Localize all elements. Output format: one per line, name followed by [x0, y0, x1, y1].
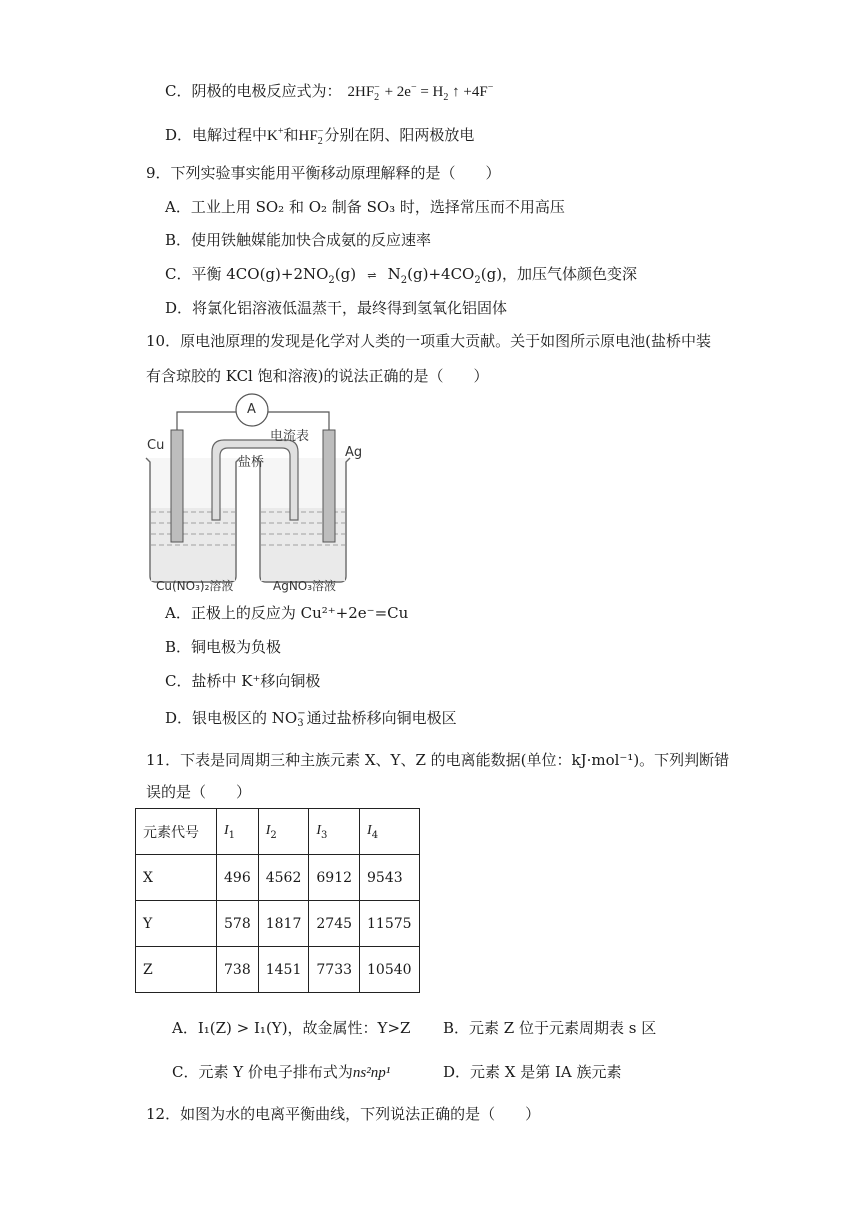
left-solution-label: Cu(NO₃)₂溶液 [156, 579, 234, 593]
q8-option-d: D．电解过程中K+和HF − 2 分别在阴、阳两极放电 [165, 125, 475, 147]
q12-stem: 12．如图为水的电离平衡曲线，下列说法正确的是（ ） [146, 1105, 541, 1123]
equilibrium-arrow-icon: ⇌ [367, 269, 377, 282]
table-cell: Y [136, 901, 217, 947]
q11-option-d: D．元素 X 是第 IA 族元素 [443, 1063, 622, 1081]
q10-stem-line1: 10．原电池原理的发现是化学对人类的一项重大贡献。关于如图所示原电池(盐桥中装 [146, 332, 711, 350]
q10-option-a: A．正极上的反应为 Cu²⁺+2e⁻=Cu [165, 604, 409, 622]
salt-bridge-label: 盐桥 [238, 455, 265, 470]
table-header-row [136, 809, 420, 855]
table-header-cell: $I_2$ [258, 809, 309, 855]
table-cell: 11575 [360, 901, 420, 947]
q9-option-c: C．平衡 $4CO(g)+2NO_2(g)$ ⇌ $N_2(g)+4CO_2(g)$，加压气体颜色变深 [165, 265, 638, 286]
silver-electrode [323, 430, 335, 542]
table-row [136, 855, 420, 901]
table-row [136, 947, 420, 993]
table-header-cell: $I_3$ [309, 809, 360, 855]
table-cell: 2745 [309, 901, 360, 947]
table-cell: 578 [217, 901, 259, 947]
table-cell: 1817 [258, 901, 309, 947]
q11-option-a: A．I₁(Z) > I₁(Y)，故金属性：Y>Z [172, 1019, 411, 1037]
copper-electrode [171, 430, 183, 542]
table-cell: 738 [217, 947, 259, 993]
q11-option-c: C．元素 Y 价电子排布式为ns²np¹ [172, 1063, 391, 1081]
table-cell: 7733 [309, 947, 360, 993]
table-cell: 4562 [258, 855, 309, 901]
galvanic-cell-figure [140, 390, 380, 595]
q9-option-b: B．使用铁触媒能加快合成氨的反应速率 [165, 231, 432, 249]
table-cell: 10540 [360, 947, 420, 993]
q9-stem: 9．下列实验事实能用平衡移动原理解释的是（ ） [146, 164, 501, 182]
table-cell: Z [136, 947, 217, 993]
ammeter-label: 电流表 [270, 429, 310, 444]
q11-stem-line2: 误的是（ ） [146, 783, 252, 801]
table-cell: 6912 [309, 855, 360, 901]
q11-stem-line1: 11．下表是同周期三种主族元素 X、Y、Z 的电离能数据(单位：kJ·mol⁻¹)。下列判断错 [146, 751, 730, 769]
table-cell: 9543 [360, 855, 420, 901]
q10-stem-line2: 有含琼胶的 KCl 饱和溶液)的说法正确的是（ ） [146, 367, 489, 385]
q9-option-d: D．将氯化铝溶液低温蒸干，最终得到氢氧化铝固体 [165, 299, 508, 317]
ammeter-symbol: A [247, 402, 256, 417]
table-row [136, 901, 420, 947]
galvanic-cell-drawing [140, 390, 380, 595]
left-electrode-label: Cu [147, 438, 165, 453]
table-cell: 496 [217, 855, 259, 901]
q8-option-c: C．阴极的电极反应式为： 2HF − 2 + $2e^- = H_2$ ↑ +4F− [165, 81, 494, 103]
q11-option-b: B．元素 Z 位于元素周期表 s 区 [443, 1019, 657, 1037]
ionization-energy-table [135, 808, 420, 993]
table-cell: 1451 [258, 947, 309, 993]
q10-option-d: D．银电极区的 NO − 3 通过盐桥移向铜电极区 [165, 708, 457, 729]
table-header-cell: $I_1$ [217, 809, 259, 855]
table-header-cell: 元素代号 [136, 809, 217, 855]
right-solution-label: AgNO₃溶液 [273, 579, 337, 593]
right-electrode-label: Ag [345, 445, 363, 460]
q9-option-a: A．工业上用 SO₂ 和 O₂ 制备 SO₃ 时，选择常压而不用高压 [165, 198, 565, 216]
q10-option-b: B．铜电极为负极 [165, 638, 282, 656]
table-cell: X [136, 855, 217, 901]
table-header-cell: $I_4$ [360, 809, 420, 855]
q10-option-c: C．盐桥中 K⁺移向铜极 [165, 672, 321, 690]
